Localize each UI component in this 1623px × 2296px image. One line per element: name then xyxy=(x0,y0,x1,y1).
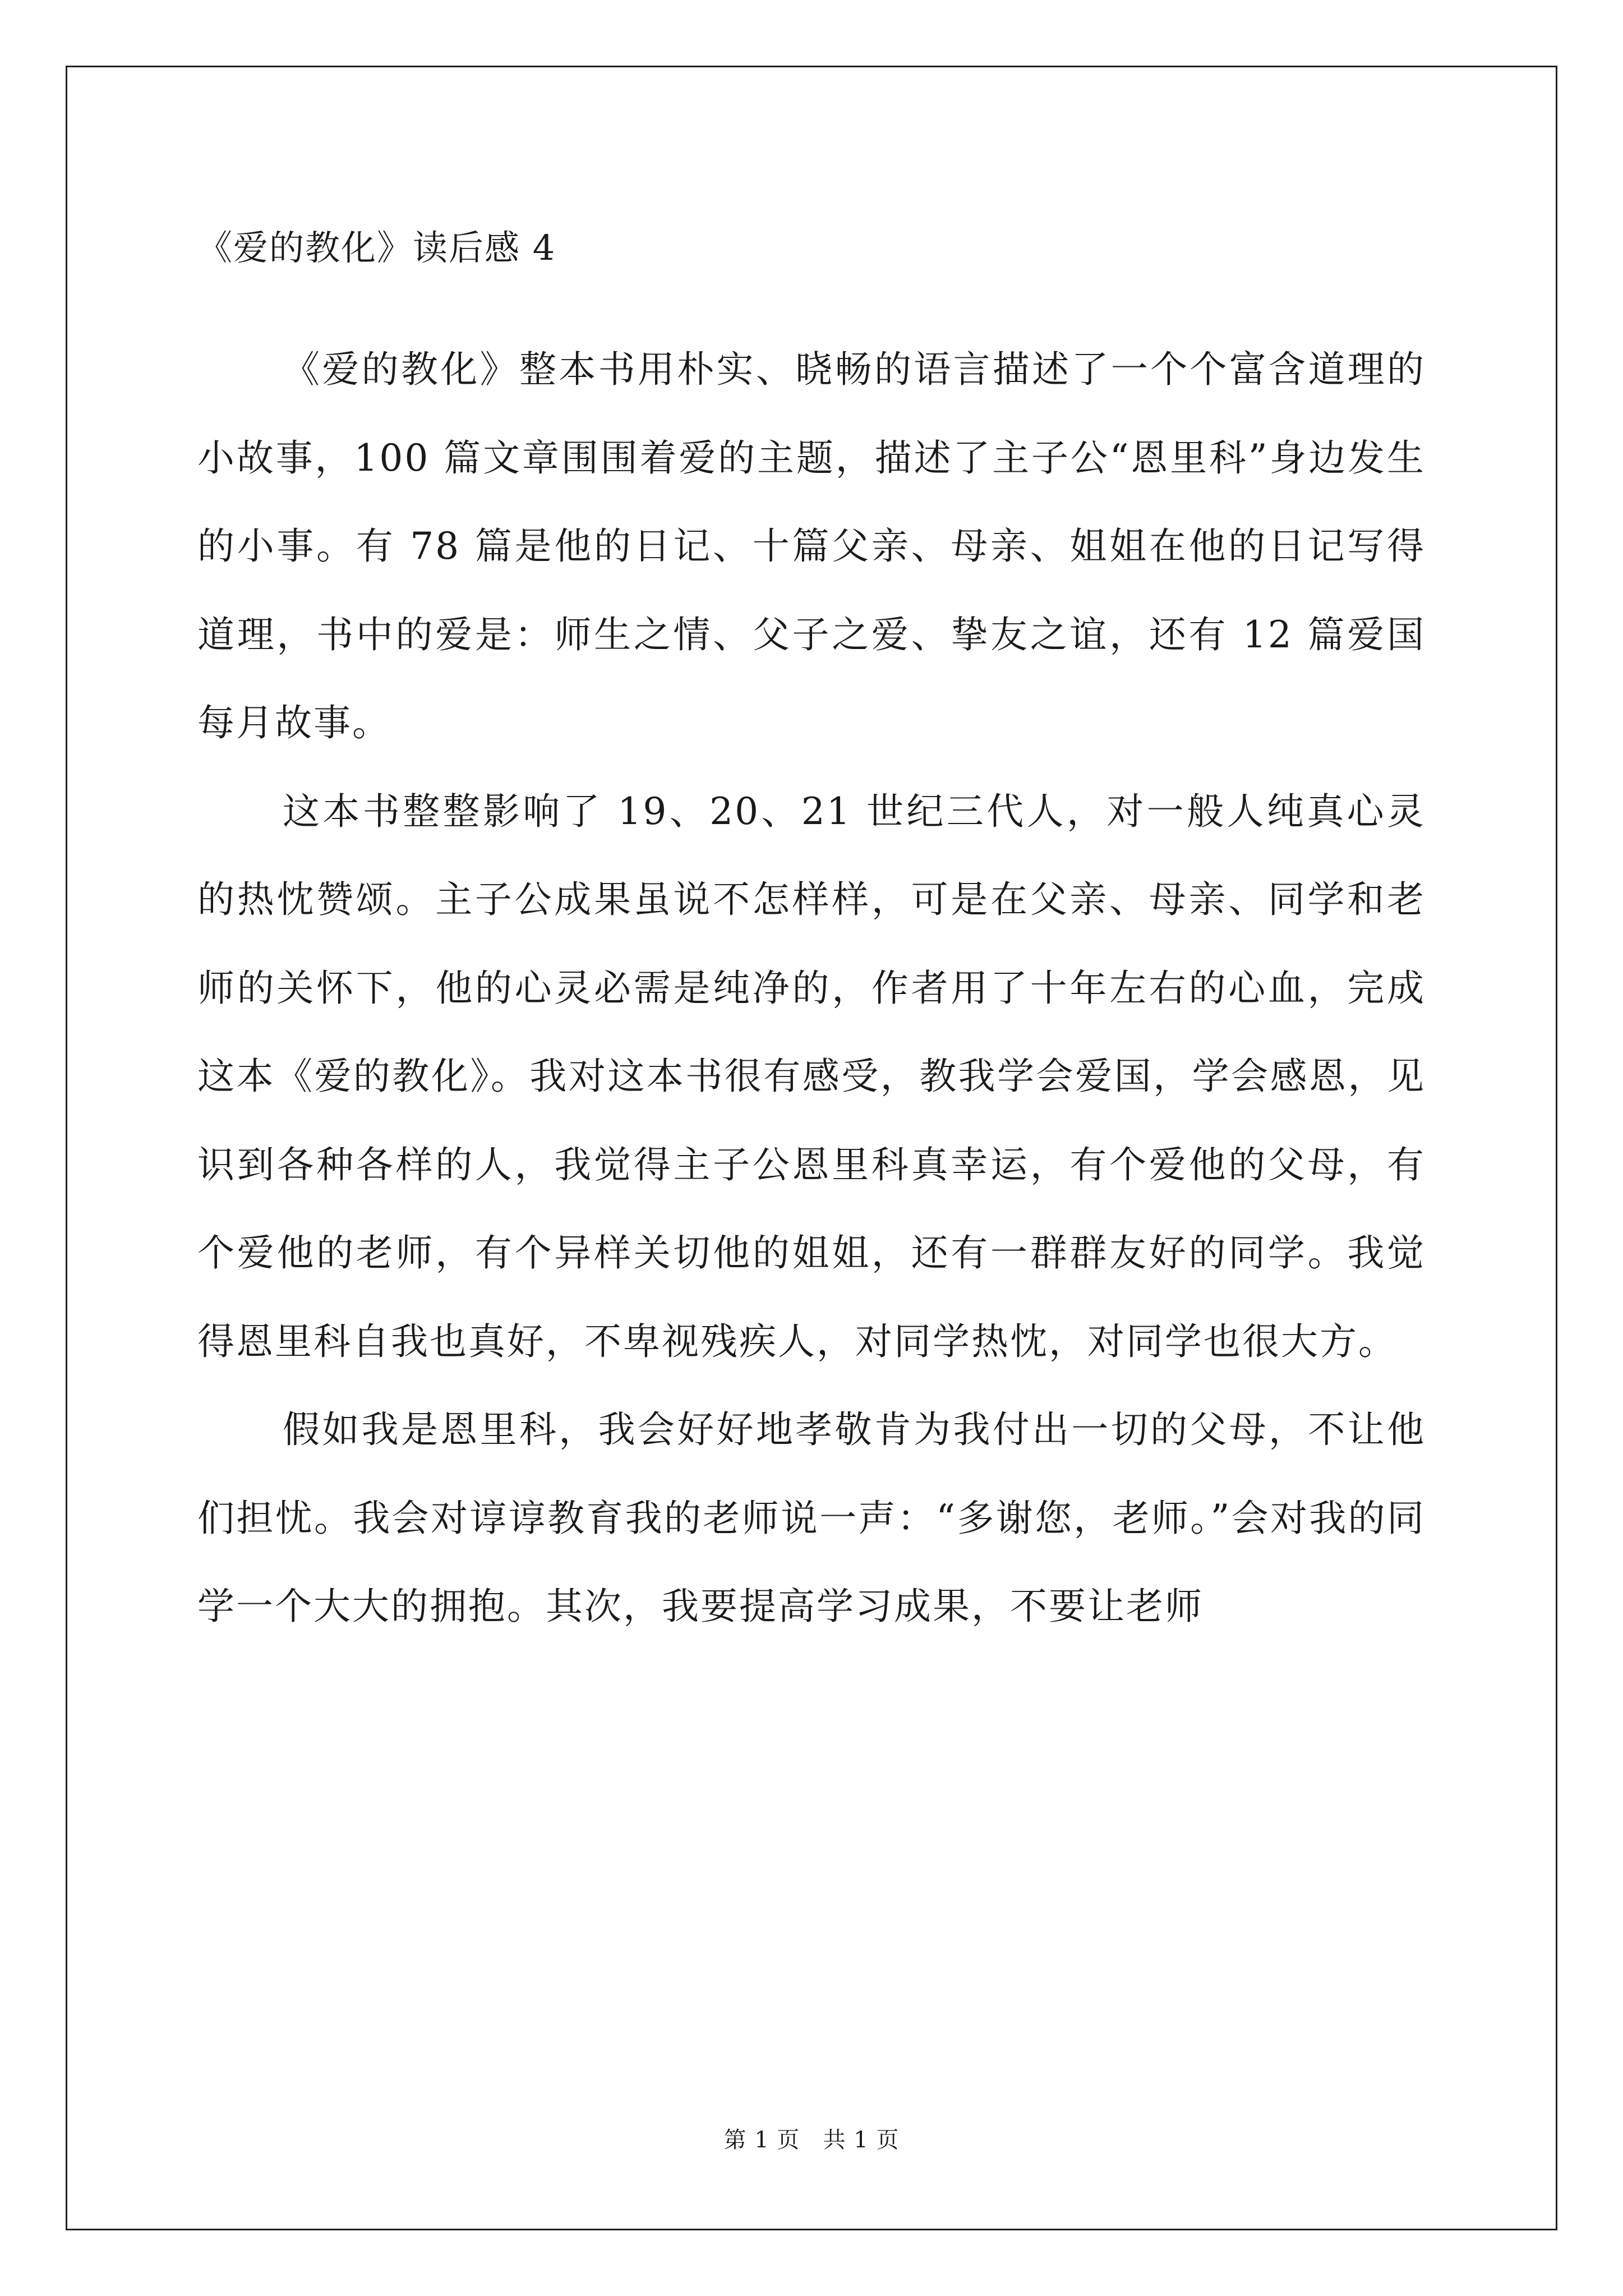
page-total: 共 1 页 xyxy=(823,2127,900,2153)
page-footer xyxy=(0,2123,1623,2157)
paragraph-3: 假如我是恩里科，我会好好地孝敬肯为我付出一切的父母，不让他们担忧。我会对谆谆教育我的老师说一声：“多谢您，老师。”会对我的同学一个大大的拥抱。其次，我要提高学习成果，不要让老师 xyxy=(197,1408,1426,1628)
page-number: 第 1 页 xyxy=(723,2127,800,2153)
paragraph-1: 《爱的教化》整本书用朴实、晓畅的语言描述了一个个富含道理的小故事，100 篇文章围围着爱的主题，描述了主子公“恩里科”身边发生的小事。有 78 篇是他的日记、十篇父亲、母亲、姐姐在他的日记写得道理，书中的爱是：师生之情、父子之爱、挚友之谊，还有 12 篇爱国每月故事。 xyxy=(197,348,1426,744)
document-title: 《爱的教化》读后感 4 xyxy=(197,227,556,268)
document-body xyxy=(197,325,1426,1651)
paragraph-2: 这本书整整影响了 19、20、21 世纪三代人，对一般人纯真心灵的热忱赞颂。主子公成果虽说不怎样样，可是在父亲、母亲、同学和老师的关怀下，他的心灵必需是纯净的，作者用了十年左右的心血，完成这本《爱的教化》。我对这本书很有感受，教我学会爱国，学会感恩，见识到各种各样的人，我觉得主子公恩里科真幸运，有个爱他的父母，有个爱他的老师，有个异样关切他的姐姐，还有一群群友好的同学。我觉得恩里科自我也真好，不卑视残疾人，对同学热忱，对同学也很大方。 xyxy=(197,789,1426,1363)
